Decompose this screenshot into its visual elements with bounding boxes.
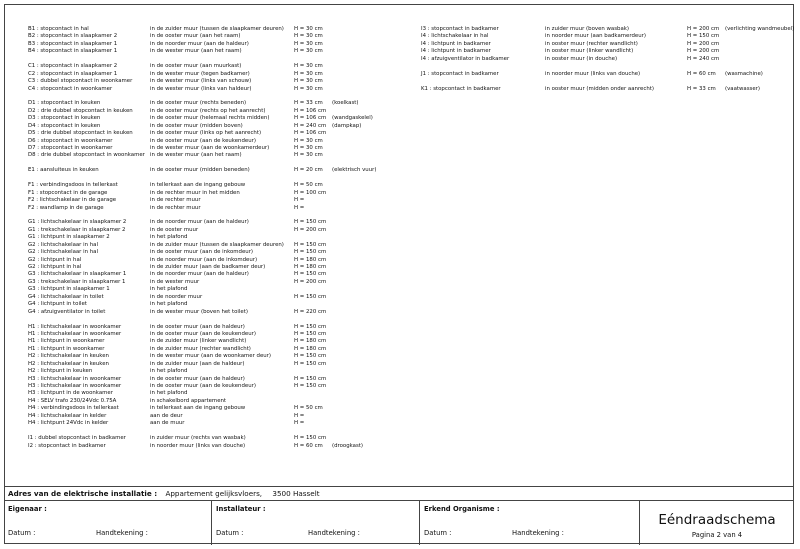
circuit-location: in het plafond (150, 234, 188, 241)
circuit-location: in de ooster muur (aan het raam) (150, 33, 241, 40)
datum-label: Datum : (424, 529, 452, 537)
circuit-description: H4 : SELV trafo 230/24Vdc 0.75A (28, 397, 117, 404)
circuit-location: in de wester muur (boven het toilet) (150, 308, 248, 315)
circuit-note: (verlichting wandmeubel) (725, 26, 795, 32)
circuit-description: G4 : lichtschakelaar in toilet (28, 293, 104, 300)
circuit-description: D7 : stopcontact in woonkamer (28, 145, 113, 151)
circuit-note: (vaatwasser) (725, 85, 760, 92)
circuit-description: H4 : lichtschakelaar in kelder (28, 412, 107, 419)
circuit-description: H2 : lichtschakelaar in keuken (28, 353, 109, 360)
circuit-location: in het plafond (150, 301, 188, 308)
datum-label: Datum : (8, 529, 36, 537)
circuit-description: G3 : lichtschakelaar in slaapkamer 1 (28, 271, 127, 278)
circuit-description: E1 : aansluiteus in keuken (28, 167, 99, 174)
circuit-description: H4 : verbindingsdoos in tellerkast (28, 405, 119, 412)
installateur-label: Installateur : (216, 505, 266, 513)
circuit-description: I4 : lichtpunt in badkamer (421, 40, 491, 47)
circuit-location: in de ooster muur (rechts beneden) (150, 100, 247, 107)
circuit-height: H = 60 cm (294, 442, 323, 449)
circuit-height: H = 150 cm (294, 271, 327, 278)
circuit-description: C4 : stopcontact in woonkamer (28, 85, 113, 92)
circuit-height: H = 150 cm (294, 383, 327, 389)
circuit-height: H = 150 cm (294, 353, 327, 360)
circuit-location: in de ooster muur (aan de keukendeur) (150, 383, 256, 389)
circuit-height: H = (294, 197, 305, 204)
circuit-location: in de wester muur (aan het raam) (150, 152, 242, 159)
circuit-description: G1 : lichtschakelaar in slaapkamer 2 (28, 219, 127, 226)
circuit-height: H = 180 cm (294, 338, 327, 345)
circuit-description: G2 : lichtschakelaar in hal (28, 241, 98, 248)
circuit-location: in de ooster muur (aan de haldeur) (150, 323, 245, 330)
circuit-height: H = 150 cm (294, 241, 327, 248)
circuit-height: H = 30 cm (294, 70, 323, 77)
circuit-description: C3 : dubbel stopcontact in woonkamer (28, 78, 133, 85)
circuit-height: H = 33 cm (294, 100, 323, 107)
circuit-height: H = 180 cm (294, 345, 327, 352)
circuit-location: in de ooster muur (150, 226, 199, 233)
circuit-description: D1 : stopcontact in keuken (28, 100, 101, 107)
handtekening-label: Handtekening : (512, 529, 564, 537)
circuit-description: I1 : dubbel stopcontact in badkamer (28, 435, 126, 442)
circuit-description: I4 : lichtschakelaar in hal (421, 33, 489, 40)
circuit-description: G2 : lichtpunt in hal (28, 256, 82, 263)
circuit-location: in ooster muur (rechter wandlicht) (545, 40, 638, 47)
circuit-location: in noorder muur (links van douche) (150, 442, 246, 449)
eigenaar-cell (4, 501, 212, 545)
title-block (4, 486, 794, 544)
circuit-height: H = 200 cm (294, 278, 327, 285)
circuit-location: in tellerkast aan de ingang gebouw (150, 182, 246, 189)
circuit-description: G2 : lichtpunt in hal (28, 264, 82, 270)
circuit-location: in de zuider muur (rechter wandlicht) (150, 345, 251, 352)
circuit-location: in het plafond (150, 286, 188, 293)
circuit-height: H = 106 cm (294, 107, 327, 114)
circuit-height: H = 220 cm (294, 308, 327, 315)
erkend-label: Erkend Organisme : (424, 505, 500, 513)
circuit-description: H1 : lichtpunt in woonkamer (28, 338, 105, 345)
circuit-description: H1 : lichtschakelaar in woonkamer (28, 323, 122, 330)
circuit-description: H3 : lichtpunt in de woonkamer (28, 390, 113, 397)
circuit-description: F1 : stopcontact in de garage (28, 189, 108, 196)
circuit-location: in de zuider muur (aan de haldeur) (150, 360, 245, 367)
erkend-cell (420, 501, 640, 545)
circuit-height: H = 30 cm (294, 26, 323, 32)
circuit-height: H = 30 cm (294, 48, 323, 55)
circuit-location: in schakelbord appartement (150, 397, 227, 404)
circuit-location: in de rechter muur (150, 204, 201, 211)
circuit-location: in de noorder muur (aan de haldeur) (150, 219, 249, 226)
circuit-height: H = 150 cm (294, 330, 327, 337)
circuit-location: in de ooster muur (helemaal rechts midden) (150, 115, 270, 122)
circuit-location: in de ooster muur (links op het aanrecht) (150, 130, 262, 137)
circuit-description: G2 : lichtschakelaar in hal (28, 249, 98, 256)
circuit-location: in tellerkast aan de ingang gebouw (150, 405, 246, 412)
circuit-description: G1 : trekschakelaar in slaapkamer 2 (28, 226, 126, 233)
circuit-location: in de ooster muur (aan muurkast) (150, 63, 242, 70)
circuit-location: in de wester muur (aan de woonkamerdeur) (150, 145, 270, 151)
circuit-height: H = 150 cm (687, 33, 720, 40)
address-row (4, 487, 794, 501)
circuit-description: D2 : drie dubbel stopcontact in keuken (28, 107, 133, 114)
circuit-description: B4 : stopcontact in slaapkamer 1 (28, 48, 118, 55)
circuit-location: in de ooster muur (aan de keukendeur) (150, 137, 256, 144)
datum-label: Datum : (216, 529, 244, 537)
circuit-height: H = 150 cm (294, 249, 327, 256)
circuit-location: in de ooster muur (midden beneden) (150, 167, 250, 174)
circuit-height: H = 150 cm (294, 435, 327, 442)
circuit-height: H = 200 cm (687, 26, 720, 32)
circuit-description: C2 : stopcontact in slaapkamer 1 (28, 70, 118, 77)
circuit-note: (wasmachine) (725, 70, 763, 77)
circuit-height: H = 180 cm (294, 256, 327, 263)
circuit-location: aan de deur (150, 412, 183, 419)
circuit-note: (dampkap) (332, 122, 362, 129)
circuit-location: in zuider muur (boven wasbak) (545, 26, 629, 32)
circuit-note: (elektrisch vuur) (332, 167, 377, 174)
circuit-description: B3 : stopcontact in slaapkamer 1 (28, 40, 118, 47)
handtekening-label: Handtekening : (96, 529, 148, 537)
circuit-height: H = 200 cm (294, 226, 327, 233)
circuit-height: H = 60 cm (687, 70, 716, 77)
circuit-height: H = 150 cm (294, 323, 327, 330)
circuit-height: H = 200 cm (687, 40, 720, 47)
circuit-height: H = 100 cm (294, 189, 327, 196)
circuit-location: in de wester muur (aan het raam) (150, 48, 242, 55)
circuit-height: H = 30 cm (294, 63, 323, 70)
circuit-height: H = 50 cm (294, 405, 323, 412)
circuit-description: I4 : afzuigventilator in badkamer (421, 55, 510, 62)
circuit-location: in noorder muur (links van douche) (545, 70, 641, 77)
circuit-description: I3 : stopcontact in badkamer (421, 26, 499, 32)
circuit-description: G4 : afzuigventilator in toilet (28, 308, 106, 315)
circuit-height: H = 30 cm (294, 137, 323, 144)
circuit-location: in de wester muur (tegen badkamer) (150, 70, 250, 77)
circuit-height: H = 33 cm (687, 85, 716, 92)
circuit-description: I4 : lichtpunt in badkamer (421, 48, 491, 55)
circuit-note: (koelkast) (332, 100, 359, 107)
circuit-location: in noorder muur (aan badkamerdeur) (545, 33, 646, 40)
circuit-description: D6 : stopcontact in woonkamer (28, 137, 113, 144)
circuit-location: in de ooster muur (rechts op het aanrecht) (150, 107, 266, 114)
circuit-description: D5 : drie dubbel stopcontact in keuken (28, 130, 133, 137)
circuit-location: in de wester muur (aan de woonkamer deur) (150, 353, 272, 360)
circuit-location: in zuider muur (rechts van wasbak) (150, 435, 246, 442)
circuit-height: H = 106 cm (294, 115, 327, 122)
circuit-height: H = 150 cm (294, 219, 327, 226)
circuit-height: H = 240 cm (687, 55, 720, 62)
circuit-location: in de ooster muur (aan de keukendeur) (150, 330, 256, 337)
circuit-note: (wandgaskelel) (332, 115, 373, 122)
circuit-height: H = (294, 204, 305, 211)
circuit-height: H = (294, 412, 305, 419)
page-number: Pagina 2 van 4 (691, 531, 743, 539)
circuit-location: in de wester muur (links van haldeur) (150, 85, 252, 92)
circuit-location: in de noorder muur (150, 293, 203, 300)
circuit-location: in de rechter muur in het midden (150, 189, 240, 196)
address-label: Adres van de elektrische installatie : (8, 489, 158, 498)
circuit-height: H = 30 cm (294, 85, 323, 92)
circuit-height: H = 106 cm (294, 130, 327, 137)
circuit-height: H = 200 cm (687, 48, 720, 55)
circuit-description: H2 : lichtschakelaar in keuken (28, 360, 109, 367)
circuit-height: H = 50 cm (294, 182, 323, 189)
circuit-height: H = 30 cm (294, 33, 323, 40)
circuit-note: (droogkast) (332, 442, 363, 449)
circuit-description: K1 : stopcontact in badkamer (421, 85, 501, 92)
circuit-description: H3 : lichtschakelaar in woonkamer (28, 383, 122, 389)
installateur-cell (212, 501, 420, 545)
circuit-location: in de zuider muur (tussen de slaapkamer deuren) (150, 26, 284, 32)
circuit-description: D3 : stopcontact in keuken (28, 115, 101, 122)
circuit-description: G4 : lichtpunt in toilet (28, 301, 87, 308)
circuit-location: in de wester muur (links van schouw) (150, 78, 252, 85)
circuit-location: in de rechter muur (150, 197, 201, 204)
circuit-description: B1 : stopcontact in hal (28, 26, 89, 32)
circuit-location: in de ooster muur (aan de haldeur) (150, 375, 245, 382)
circuit-height: H = 30 cm (294, 40, 323, 47)
circuit-location: in de noorder muur (aan de inkomdeur) (150, 256, 258, 263)
address-city: 3500 Hasselt (272, 489, 320, 498)
circuit-description: D4 : stopcontact in keuken (28, 122, 101, 129)
circuit-description: H3 : lichtschakelaar in woonkamer (28, 375, 122, 382)
circuit-location: in de zuider muur (aan de badkamer deur) (150, 264, 266, 270)
circuit-location: in de ooster muur (midden boven) (150, 122, 243, 129)
circuit-height: H = 180 cm (294, 264, 327, 270)
circuit-height: H = 20 cm (294, 167, 323, 174)
circuit-location: in ooster muur (midden onder aanrecht) (545, 85, 654, 92)
circuit-height: H = (294, 420, 305, 427)
circuit-description: B2 : stopcontact in slaapkamer 2 (28, 33, 118, 40)
document-title: Eéndraadschema (658, 512, 776, 528)
circuit-height: H = 30 cm (294, 152, 323, 159)
circuit-height: H = 150 cm (294, 375, 327, 382)
circuit-location: in de zuider muur (tussen de slaapkamer deuren) (150, 241, 284, 248)
circuit-location: in de noorder muur (aan de haldeur) (150, 271, 249, 278)
circuit-location: in de wester muur (150, 278, 200, 285)
circuit-location: in ooster muur (in douche) (545, 55, 618, 62)
address-value: Appartement gelijksvloers, (165, 489, 263, 498)
circuit-description: G3 : trekschakelaar in slaapkamer 1 (28, 278, 126, 285)
circuit-description: F2 : lichtschakelaar in de garage (28, 197, 117, 204)
eigenaar-label: Eigenaar : (8, 505, 47, 513)
circuit-location: in het plafond (150, 390, 188, 397)
circuit-description: G1 : lichtpunt in slaapkamer 2 (28, 234, 110, 241)
circuit-description: J1 : stopcontact in badkamer (421, 70, 499, 77)
circuit-height: H = 150 cm (294, 293, 327, 300)
circuit-height: H = 240 cm (294, 122, 327, 129)
circuit-description: D8 : drie dubbel stopcontact in woonkamer (28, 152, 145, 159)
handtekening-label: Handtekening : (308, 529, 360, 537)
circuit-description: H1 : lichtschakelaar in woonkamer (28, 330, 122, 337)
circuit-location: in de ooster muur (aan de inkomdeur) (150, 249, 254, 256)
circuit-description: F1 : verbindingsdoos in tellerkast (28, 182, 118, 189)
circuit-description: G3 : lichtpunt in slaapkamer 1 (28, 286, 110, 293)
circuit-height: H = 30 cm (294, 145, 323, 151)
circuit-location: in de zuider muur (linker wandlicht) (150, 338, 247, 345)
circuit-height: H = 30 cm (294, 78, 323, 85)
circuit-description: H4 : lichtpunt 24Vdc in kelder (28, 420, 109, 427)
circuit-location: in de noorder muur (aan de haldeur) (150, 40, 249, 47)
circuit-location: in ooster muur (linker wandlicht) (545, 48, 634, 55)
circuit-location: in het plafond (150, 368, 188, 375)
circuit-description: C1 : stopcontact in slaapkamer 2 (28, 63, 118, 70)
circuit-description: F2 : wandlamp in de garage (28, 204, 104, 211)
circuit-description: H2 : lichtpunt in keuken (28, 368, 93, 375)
circuit-location: aan de muur (150, 420, 185, 427)
circuit-description: H1 : lichtpunt in woonkamer (28, 345, 105, 352)
circuit-description: I2 : stopcontact in badkamer (28, 442, 106, 449)
title-cell (640, 501, 794, 545)
circuit-height: H = 150 cm (294, 360, 327, 367)
